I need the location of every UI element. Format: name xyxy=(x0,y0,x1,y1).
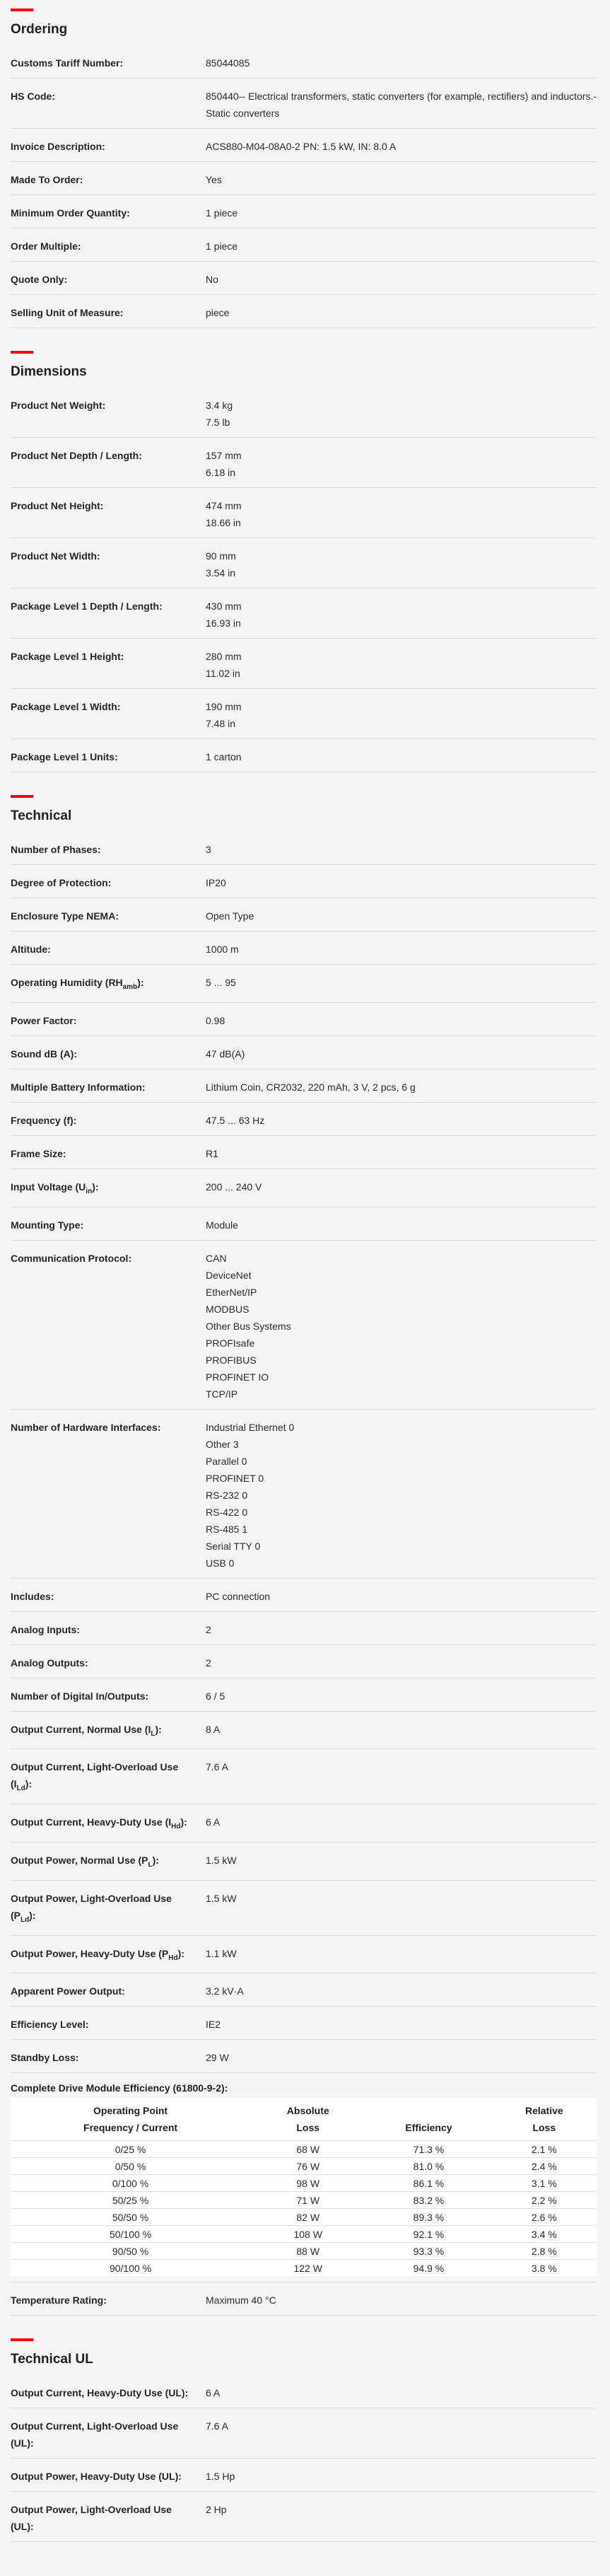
spec-value-line: Module xyxy=(206,1219,238,1231)
spec-label: Includes: xyxy=(11,1590,54,1602)
table-cell: 83.2 % xyxy=(365,2192,491,2209)
spec-row xyxy=(11,1207,597,1241)
spec-list xyxy=(11,45,597,328)
section-accent-bar xyxy=(11,795,33,798)
spec-value xyxy=(206,1178,597,1200)
spec-value-line: 11.02 in xyxy=(206,668,240,679)
spec-value-line: 5 ... 95 xyxy=(206,977,236,988)
table-header-cell: Absolute Loss xyxy=(286,2105,329,2134)
spec-value-line: Other Bus Systems xyxy=(206,1320,291,1332)
table-row xyxy=(11,2226,597,2243)
efficiency-table xyxy=(11,2098,597,2276)
table-row xyxy=(11,2141,597,2158)
spec-value-line: 1000 m xyxy=(206,944,239,955)
table-cell: 122 W xyxy=(250,2260,365,2277)
spec-value-line: 3.4 kg xyxy=(206,400,233,411)
spec-value xyxy=(206,497,597,531)
spec-value xyxy=(206,1621,597,1638)
spec-value-line: 2 xyxy=(206,1657,211,1669)
spec-label: Number of Hardware Interfaces: xyxy=(11,1421,161,1433)
spec-value-line: PROFINET IO xyxy=(206,1371,269,1383)
spec-label: Frame Size: xyxy=(11,1147,66,1159)
spec-value-line: 6 / 5 xyxy=(206,1690,225,1702)
table-cell: 3.8 % xyxy=(492,2260,597,2277)
spec-row xyxy=(11,1003,597,1036)
spec-value-line: 47.5 ... 63 Hz xyxy=(206,1114,265,1126)
table-row xyxy=(11,2158,597,2175)
ordering-section xyxy=(11,0,597,328)
spec-row xyxy=(11,898,597,932)
spec-value xyxy=(206,547,597,581)
spec-value-line: 3 xyxy=(206,844,211,855)
spec-value xyxy=(206,447,597,481)
spec-value-line: 7.5 lb xyxy=(206,417,230,428)
spec-label: Altitude: xyxy=(11,944,51,955)
spec-value xyxy=(206,2292,597,2309)
spec-label: Output Power, Heavy-Duty Use $(P_{Hd})$: xyxy=(11,1947,184,1962)
spec-label: Product Net Width: xyxy=(11,550,100,562)
table-cell: 88 W xyxy=(250,2243,365,2260)
spec-label: HS Code: xyxy=(11,91,55,102)
table-cell: 98 W xyxy=(250,2175,365,2192)
spec-value-line: 8 A xyxy=(206,1723,221,1735)
spec-value-line: ACS880-M04-08A0-2 PN: 1.5 kW, IN: 8.0 A xyxy=(206,141,397,152)
table-cell: 68 W xyxy=(250,2141,365,2158)
table-cell: 2.1 % xyxy=(492,2141,597,2158)
spec-label: Customs Tariff Number: xyxy=(11,57,124,69)
spec-value xyxy=(206,1145,597,1162)
table-row xyxy=(11,2243,597,2260)
spec-label: Power Factor: xyxy=(11,1014,77,1026)
spec-value xyxy=(206,598,597,632)
section-title: Technical xyxy=(11,808,72,823)
spec-value xyxy=(206,1983,597,2000)
spec-value-line: DeviceNet xyxy=(206,1269,252,1281)
spec-label: Operating Humidity $(RH_{amb})$: xyxy=(11,977,144,991)
spec-value xyxy=(206,841,597,858)
spec-value xyxy=(206,1721,597,1743)
spec-row xyxy=(11,488,597,538)
spec-value-line: CAN xyxy=(206,1252,227,1264)
table-header-cell: Efficiency xyxy=(405,2122,452,2134)
spec-row xyxy=(11,2007,597,2040)
spec-label: Output Current, Light-Overload Use (UL): xyxy=(11,2420,179,2449)
spec-row xyxy=(11,1749,597,1804)
spec-row xyxy=(11,932,597,965)
spec-value xyxy=(206,1852,597,1874)
spec-value-line: 850440-- Electrical transformers, static converters (for example, rectifiers) and inductors.- Static converters xyxy=(206,91,597,119)
table-cell: 50/50 % xyxy=(11,2209,250,2226)
spec-value-line: RS-485 1 xyxy=(206,1523,248,1535)
spec-label: Product Net Weight: xyxy=(11,400,106,411)
spec-value-line: PROFIBUS xyxy=(206,1354,257,1366)
spec-value-line: 16.93 in xyxy=(206,617,241,629)
spec-row xyxy=(11,1712,597,1750)
spec-label: Package Level 1 Width: xyxy=(11,701,121,712)
table-header-cell: Operating Point Frequency / Current xyxy=(83,2105,178,2134)
technical-ul-section xyxy=(11,2338,597,2542)
spec-row xyxy=(11,2408,597,2459)
spec-value xyxy=(206,1945,597,1967)
table-cell: 94.9 % xyxy=(365,2260,491,2277)
table-cell: 76 W xyxy=(250,2158,365,2175)
spec-value-line: 6.18 in xyxy=(206,467,236,478)
spec-row xyxy=(11,965,597,1003)
spec-label: Temperature Rating: xyxy=(11,2294,107,2307)
spec-row xyxy=(11,295,597,328)
spec-value xyxy=(206,1419,597,1572)
table-cell: 50/100 % xyxy=(11,2226,250,2243)
spec-label: Mounting Type: xyxy=(11,1219,84,1231)
table-row xyxy=(11,2209,597,2226)
spec-row xyxy=(11,1645,597,1678)
spec-value-line: 3.54 in xyxy=(206,567,236,579)
spec-value xyxy=(206,874,597,891)
spec-row xyxy=(11,1069,597,1103)
spec-value-line: IP20 xyxy=(206,877,226,888)
spec-row xyxy=(11,1678,597,1712)
spec-value-line: 1 carton xyxy=(206,751,242,762)
spec-value-line: IE2 xyxy=(206,2019,221,2031)
table-cell: 82 W xyxy=(250,2209,365,2226)
spec-value-line: 430 mm xyxy=(206,601,242,612)
spec-row xyxy=(11,1843,597,1881)
spec-value-line: 1 piece xyxy=(206,207,238,219)
spec-value-line: Serial TTY 0 xyxy=(206,1540,261,1552)
spec-row xyxy=(11,1973,597,2007)
spec-value xyxy=(206,1654,597,1671)
section-accent-bar xyxy=(11,8,33,11)
spec-value-line: USB 0 xyxy=(206,1557,235,1569)
spec-list xyxy=(11,2282,597,2316)
table-cell: 90/50 % xyxy=(11,2243,250,2260)
spec-label: Product Net Depth / Length: xyxy=(11,450,142,461)
spec-label: Order Multiple: xyxy=(11,240,81,252)
spec-row xyxy=(11,1103,597,1136)
spec-label: Communication Protocol: xyxy=(11,1252,132,1264)
spec-row xyxy=(11,1579,597,1612)
spec-row xyxy=(11,689,597,739)
spec-value xyxy=(206,2418,597,2452)
spec-value-line: 0.98 xyxy=(206,1014,225,1026)
spec-row xyxy=(11,1136,597,1169)
table-cell: 81.0 % xyxy=(365,2158,491,2175)
spec-value xyxy=(206,1890,597,1929)
spec-row xyxy=(11,1169,597,1207)
spec-label: Number of Phases: xyxy=(11,844,101,855)
spec-value-line: EtherNet/IP xyxy=(206,1286,257,1298)
table-header-cell: Relative Loss xyxy=(524,2105,563,2134)
spec-value xyxy=(206,698,597,732)
spec-label: Output Power, Light-Overload Use (UL): xyxy=(11,2504,172,2533)
spec-row xyxy=(11,262,597,295)
spec-value xyxy=(206,2384,597,2401)
spec-value xyxy=(206,1250,597,1403)
spec-row xyxy=(11,1612,597,1645)
spec-value xyxy=(206,1688,597,1705)
spec-row xyxy=(11,865,597,898)
spec-value xyxy=(206,1814,597,1835)
table-cell: 2.2 % xyxy=(492,2192,597,2209)
spec-value-line: 7.6 A xyxy=(206,2420,228,2432)
spec-value-line: Yes xyxy=(206,174,222,185)
spec-label: Product Net Height: xyxy=(11,500,104,511)
spec-label: Standby Loss: xyxy=(11,2052,79,2064)
spec-value-line: Lithium Coin, CR2032, 220 mAh, 3 V, 2 pcs, 6 g xyxy=(206,1081,416,1093)
spec-value xyxy=(206,397,597,431)
spec-label: Degree of Protection: xyxy=(11,877,112,888)
spec-value xyxy=(206,138,597,155)
spec-value-line: 474 mm xyxy=(206,500,242,511)
spec-value xyxy=(206,271,597,288)
spec-value xyxy=(206,1112,597,1129)
dimensions-section xyxy=(11,351,597,772)
spec-row xyxy=(11,2492,597,2542)
spec-value xyxy=(206,2468,597,2485)
spec-value-line: 7.6 A xyxy=(206,1761,228,1773)
spec-value-line: No xyxy=(206,274,218,285)
spec-value-line: 200 ... 240 V xyxy=(206,1180,262,1193)
table-cell: 0/25 % xyxy=(11,2141,250,2158)
table-cell: 92.1 % xyxy=(365,2226,491,2243)
table-cell: 2.6 % xyxy=(492,2209,597,2226)
section-title: Ordering xyxy=(11,22,68,37)
spec-label: Output Power, Heavy-Duty Use (UL): xyxy=(11,2471,182,2483)
spec-row xyxy=(11,79,597,129)
table-cell: 2.8 % xyxy=(492,2243,597,2260)
spec-value xyxy=(206,941,597,958)
spec-value-line: PROFIsafe xyxy=(206,1337,255,1349)
table-cell: 3.1 % xyxy=(492,2175,597,2192)
spec-label: Package Level 1 Height: xyxy=(11,651,124,662)
spec-value xyxy=(206,648,597,682)
spec-row xyxy=(11,1241,597,1410)
spec-value xyxy=(206,2049,597,2066)
spec-value-line: 190 mm xyxy=(206,701,242,712)
spec-value-line: PC connection xyxy=(206,1590,271,1602)
spec-row xyxy=(11,1036,597,1069)
spec-value-line: R1 xyxy=(206,1147,218,1159)
spec-value-line: 1 piece xyxy=(206,240,238,252)
spec-value-line: 2 Hp xyxy=(206,2504,227,2516)
spec-value xyxy=(206,304,597,321)
spec-row xyxy=(11,588,597,639)
efficiency-table-label: Complete Drive Module Efficiency (61800-9-2): xyxy=(11,2082,228,2094)
spec-label: Frequency (f): xyxy=(11,1114,77,1126)
table-cell: 50/25 % xyxy=(11,2192,250,2209)
efficiency-table-block xyxy=(11,2073,597,2282)
table-cell: 0/50 % xyxy=(11,2158,250,2175)
spec-label: Selling Unit of Measure: xyxy=(11,307,124,318)
spec-row xyxy=(11,1936,597,1974)
spec-value-line: piece xyxy=(206,307,230,318)
spec-value xyxy=(206,907,597,924)
spec-value xyxy=(206,974,597,996)
spec-value xyxy=(206,1079,597,1096)
spec-value xyxy=(206,2016,597,2033)
spec-value xyxy=(206,748,597,765)
table-cell: 86.1 % xyxy=(365,2175,491,2192)
spec-label: Analog Outputs: xyxy=(11,1657,88,1669)
spec-row xyxy=(11,162,597,195)
spec-value-line: 90 mm xyxy=(206,550,236,562)
spec-label: Apparent Power Output: xyxy=(11,1985,125,1997)
spec-label: Output Current, Normal Use $(I_L)$: xyxy=(11,1723,162,1738)
spec-value xyxy=(206,2501,597,2535)
spec-label: Analog Inputs: xyxy=(11,1623,80,1635)
table-cell: 90/100 % xyxy=(11,2260,250,2277)
spec-value xyxy=(206,1217,597,1234)
spec-label: Output Current, Heavy-Duty Use $(I_{Hd})$: xyxy=(11,1816,187,1831)
spec-value xyxy=(206,54,597,71)
table-cell: 71 W xyxy=(250,2192,365,2209)
spec-label: Efficiency Level: xyxy=(11,2019,89,2031)
spec-value xyxy=(206,1758,597,1797)
spec-value xyxy=(206,171,597,188)
spec-row xyxy=(11,228,597,262)
spec-value-line: TCP/IP xyxy=(206,1388,238,1400)
table-row xyxy=(11,2192,597,2209)
spec-value xyxy=(206,1012,597,1029)
spec-value-line: 47 dB(A) xyxy=(206,1048,245,1060)
spec-label: Output Current, Light-Overload Use $(I_{Ld})$: xyxy=(11,1761,179,1793)
spec-value-line: RS-232 0 xyxy=(206,1489,248,1501)
spec-value-line: 6 A xyxy=(206,1816,221,1828)
spec-value xyxy=(206,1588,597,1605)
spec-row xyxy=(11,2040,597,2073)
table-cell: 0/100 % xyxy=(11,2175,250,2192)
spec-label: Minimum Order Quantity: xyxy=(11,207,130,219)
spec-value-line: Other 3 xyxy=(206,1438,239,1450)
spec-label: Package Level 1 Units: xyxy=(11,751,118,762)
spec-value-line: 18.66 in xyxy=(206,517,241,528)
spec-label: Invoice Description: xyxy=(11,141,105,152)
technical-section xyxy=(11,795,597,2316)
section-accent-bar xyxy=(11,2338,33,2341)
table-cell: 2.4 % xyxy=(492,2158,597,2175)
spec-row xyxy=(11,1804,597,1843)
spec-value xyxy=(206,88,597,122)
spec-label: Enclosure Type NEMA: xyxy=(11,910,119,922)
spec-value-line: RS-422 0 xyxy=(206,1506,248,1518)
spec-label: Made To Order: xyxy=(11,174,83,185)
spec-list xyxy=(11,832,597,2073)
spec-value-line: 1.1 kW xyxy=(206,1947,237,1959)
table-cell: 89.3 % xyxy=(365,2209,491,2226)
section-accent-bar xyxy=(11,351,33,354)
spec-value-line: PROFINET 0 xyxy=(206,1472,264,1484)
spec-value-line: 1.5 kW xyxy=(206,1892,237,1904)
spec-value-line: 85044085 xyxy=(206,57,250,69)
spec-value xyxy=(206,204,597,221)
spec-value-line: 29 W xyxy=(206,2052,229,2064)
spec-value-line: 280 mm xyxy=(206,651,242,662)
spec-value-line: 7.48 in xyxy=(206,718,236,729)
spec-value-line: 3.2 kV·A xyxy=(206,1985,244,1997)
spec-value-line: 6 A xyxy=(206,2387,221,2399)
spec-value xyxy=(206,238,597,255)
spec-value-line: 1.5 kW xyxy=(206,1854,237,1866)
spec-row xyxy=(11,639,597,689)
spec-label: Quote Only: xyxy=(11,274,68,285)
spec-row xyxy=(11,388,597,438)
spec-list xyxy=(11,2375,597,2542)
spec-row xyxy=(11,45,597,79)
spec-value-line: Maximum 40 °C xyxy=(206,2294,276,2307)
spec-value xyxy=(206,1045,597,1062)
spec-label: Multiple Battery Information: xyxy=(11,1081,146,1093)
table-row xyxy=(11,2175,597,2192)
table-cell: 108 W xyxy=(250,2226,365,2243)
spec-row xyxy=(11,195,597,228)
spec-row xyxy=(11,538,597,588)
table-cell: 93.3 % xyxy=(365,2243,491,2260)
spec-label: Number of Digital In/Outputs: xyxy=(11,1690,149,1702)
section-title: Dimensions xyxy=(11,364,87,379)
spec-value-line: MODBUS xyxy=(206,1303,250,1315)
spec-row xyxy=(11,739,597,772)
spec-label: Package Level 1 Depth / Length: xyxy=(11,601,163,612)
table-cell: 3.4 % xyxy=(492,2226,597,2243)
spec-row xyxy=(11,2282,597,2316)
spec-value-line: Industrial Ethernet 0 xyxy=(206,1421,295,1433)
table-cell: 71.3 % xyxy=(365,2141,491,2158)
spec-value-line: 2 xyxy=(206,1623,211,1635)
spec-value-line: 1.5 Hp xyxy=(206,2471,235,2483)
spec-row xyxy=(11,438,597,488)
spec-value-line: 157 mm xyxy=(206,450,242,461)
section-title: Technical UL xyxy=(11,2352,93,2367)
spec-label: Output Power, Light-Overload Use $(P_{Ld})$: xyxy=(11,1892,172,1924)
spec-row xyxy=(11,1881,597,1936)
spec-label: Output Power, Normal Use $(P_L)$: xyxy=(11,1854,159,1869)
spec-list xyxy=(11,388,597,772)
spec-label: Output Current, Heavy-Duty Use (UL): xyxy=(11,2387,189,2399)
spec-row xyxy=(11,2375,597,2408)
spec-label: Sound dB (A): xyxy=(11,1048,78,1060)
table-row xyxy=(11,2260,597,2277)
spec-row xyxy=(11,1410,597,1579)
spec-value-line: Open Type xyxy=(206,910,254,922)
spec-row xyxy=(11,2459,597,2492)
spec-label: Input Voltage $(U_{in})$: xyxy=(11,1180,99,1195)
spec-value-line: Parallel 0 xyxy=(206,1455,247,1467)
spec-row xyxy=(11,129,597,162)
spec-row xyxy=(11,832,597,865)
